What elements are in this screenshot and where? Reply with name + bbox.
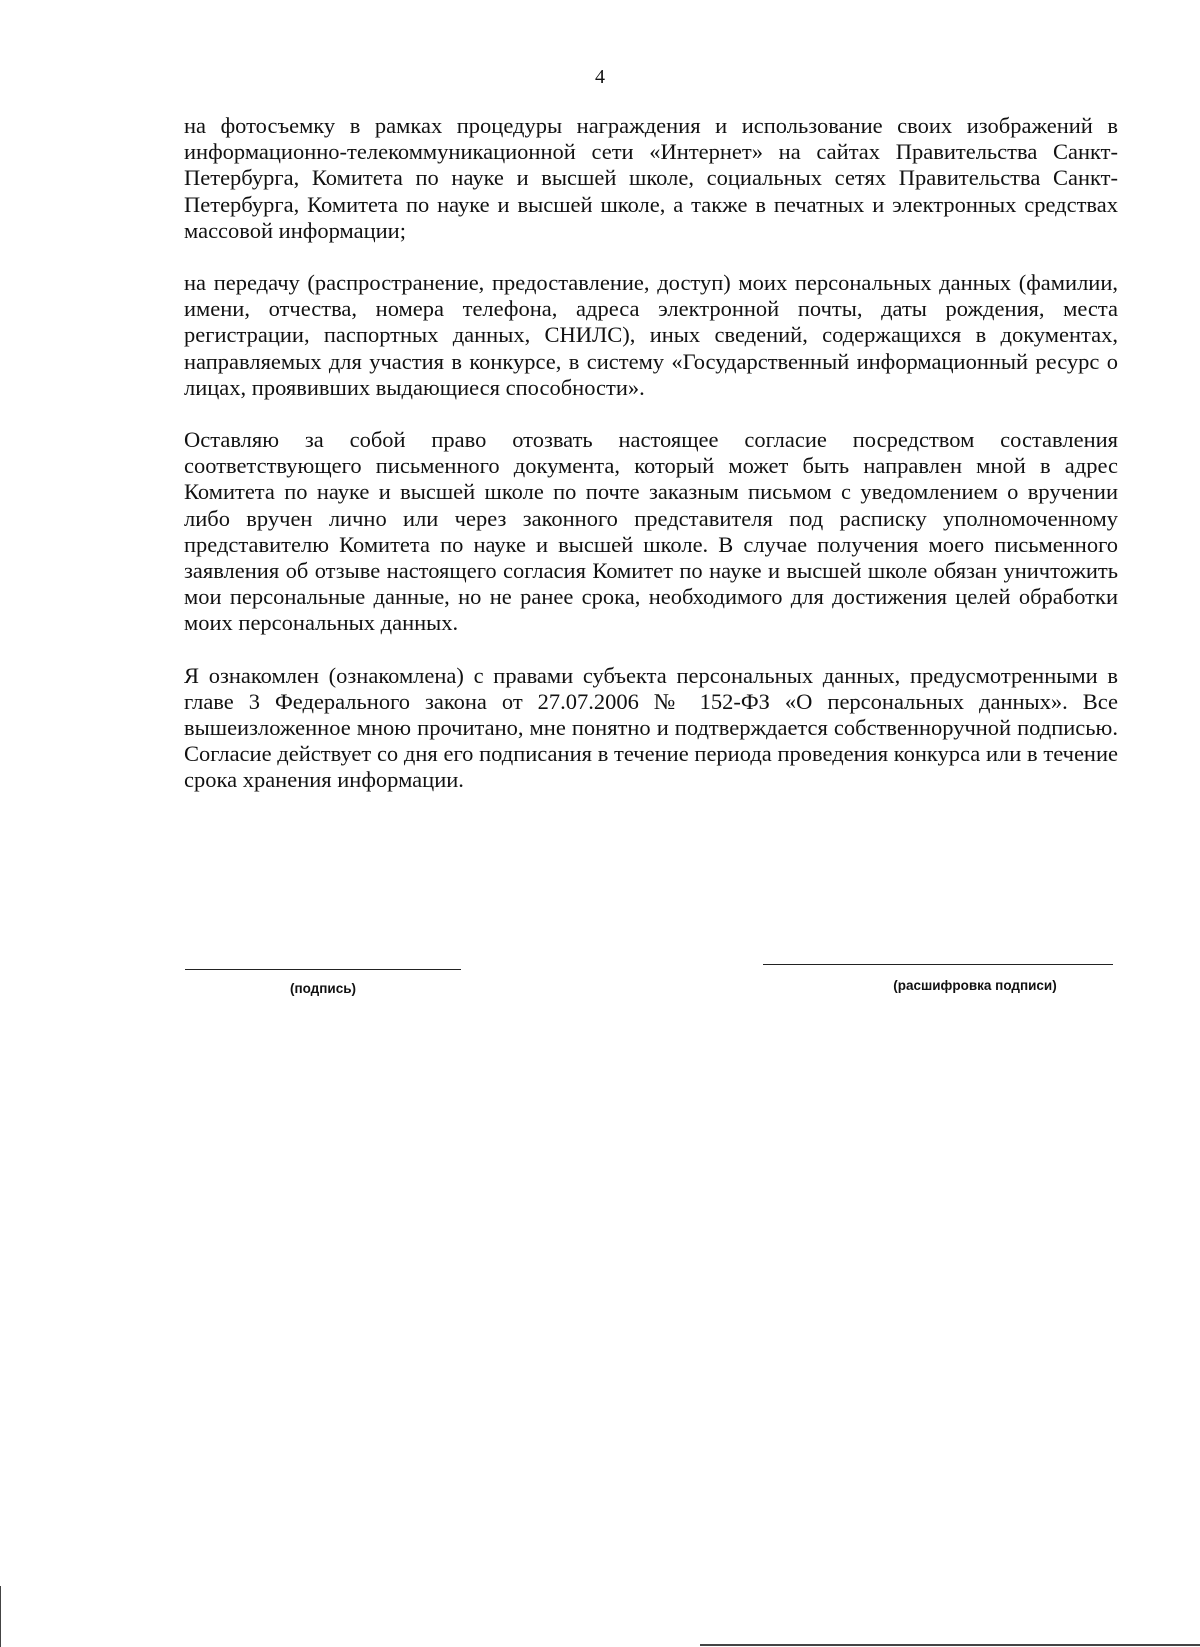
scan-bottom-mark	[700, 1644, 1200, 1646]
signature-line	[185, 969, 461, 970]
scan-edge-mark	[0, 1586, 1, 1647]
signature-transcript-line	[763, 964, 1113, 965]
signature-transcript-caption: (расшифровка подписи)	[893, 978, 1057, 993]
paragraph-withdrawal-right: Оставляю за собой право отозвать настоящее согласие посредством составления соответствующего письменного документа, который может быть направлен мной в адрес Комитета по науке и высшей школе по почте заказным письмом с уведомлением о вручении либо вручен лично или через законного представителя под расписку уполномоченному представителю Комитета по науке и высшей школе. В случае получения моего письменного заявления об отзыве настоящего согласия Комитет по науке и высшей школе обязан уничтожить мои персональные данные, но не ранее срока, необходимого для достижения целей обработки моих персональных данных.	[184, 427, 1118, 636]
page-number: 4	[595, 66, 605, 88]
paragraph-photo-consent: на фотосъемку в рамках процедуры награждения и использование своих изображений в информационно-телекоммуникационной сети «Интернет» на сайтах Правительства Санкт-Петербурга, Комитета по науке и высшей школе, социальных сетях Правительства Санкт-Петербурга, Комитета по науке и высшей школе, а также в печатных и электронных средствах массовой информации;	[184, 113, 1118, 243]
paragraph-acknowledgement: Я ознакомлен (ознакомлена) с правами субъекта персональных данных, предусмотренными в главе 3 Федерального закона от 27.07.2006 № 152-ФЗ «О персональных данных». Все вышеизложенное мною прочитано, мне понятно и подтверждается собственноручной подписью. Согласие действует со дня его подписания в течение периода проведения конкурса или в течение срока хранения информации.	[184, 662, 1118, 793]
signature-caption: (подпись)	[289, 981, 357, 996]
document-body	[184, 113, 1118, 820]
paragraph-data-transfer-consent: на передачу (распространение, предоставление, доступ) моих персональных данных (фамилии, имени, отчества, номера телефона, адреса электронной почты, даты рождения, места регистрации, паспортных данных, СНИЛС), иных сведений, содержащихся в документах, направляемых для участия в конкурсе, в систему «Государственный информационный ресурс о лицах, проявивших выдающиеся способности».	[184, 270, 1118, 400]
